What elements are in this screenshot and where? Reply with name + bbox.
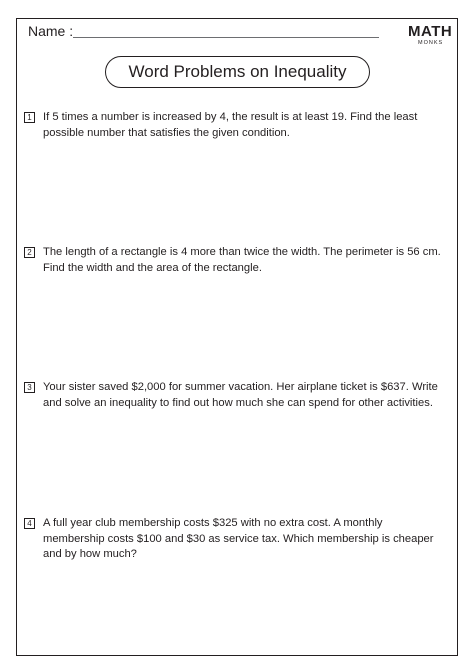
logo-word: MATH: [408, 23, 453, 40]
question-text: A full year club membership costs $325 with no extra cost. A monthly membership costs $100 and $30 as service tax. Which membership is cheaper and by how much?: [43, 517, 434, 560]
question-number-box: 3: [24, 382, 35, 393]
math-monks-logo: [408, 24, 454, 50]
question-text: If 5 times a number is increased by 4, the result is at least 19. Find the least possible number that satisfies the given condition.: [43, 111, 418, 139]
question-text: The length of a rectangle is 4 more than twice the width. The perimeter is 56 cm. Find the width and the area of the rectangle.: [43, 246, 441, 274]
question-number-box: 1: [24, 112, 35, 123]
question-number-box: 2: [24, 247, 35, 258]
logo-subtitle: MONKS: [418, 40, 444, 46]
worksheet-title: Word Problems on Inequality: [105, 56, 370, 88]
question-number-box: 4: [24, 518, 35, 529]
question-text: Your sister saved $2,000 for summer vacation. Her airplane ticket is $637. Write and solve an inequality to find out how much she can spend for other activities.: [43, 381, 438, 409]
name-label: Name :: [28, 23, 74, 39]
name-input-line[interactable]: [73, 37, 379, 38]
